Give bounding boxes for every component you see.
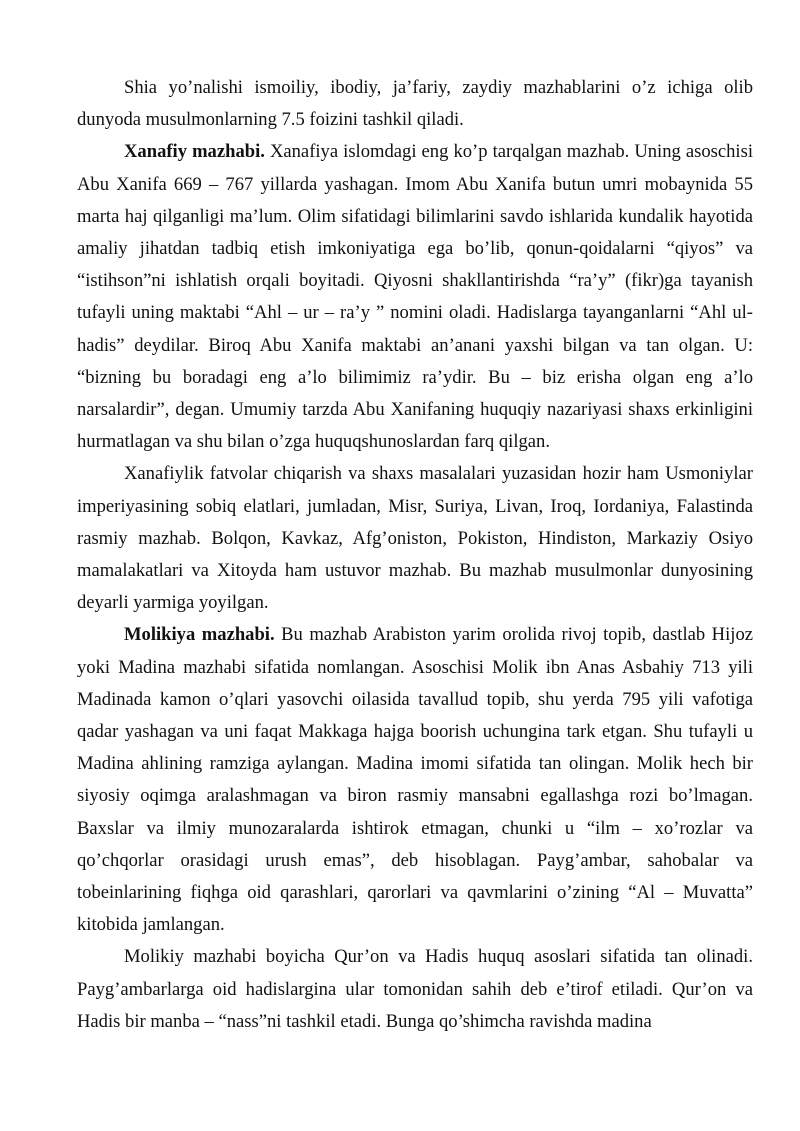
paragraph-text: Xanafiya islomdagi eng ko’p tarqalgan mazhab. Uning asoschisi Abu Xanifa 669 – 767 yillarda yashagan. Imom Abu Xanifa butun umri mobaynida 55 marta haj qilganligi ma’lum. Olim sifatidagi bilimlarini savdo ishlarida kundalik hayotida amaliy jihatdan tadbiq etish imkoniyatiga ega bo’lib, qonun-qoidalarni “qiyos” va “istihson”ni ishlatish orqali boyitadi. Qiyosni shakllantirishda “ra’y” (fikr)ga tayanish tufayli uning maktabi “Ahl – ur – ra’y ” nomini oladi. Hadislarga tayanganlarni “Ahl ul-hadis” deydilar. Biroq Abu Xanifa maktabi an’anani yaxshi bilgan va tan olgan. U: “bizning bu boradagi eng a’lo bilimimiz ra’ydir. Bu – biz erisha olgan eng a’lo narsalardir”, degan. Umumiy tarzda Abu Xanifaning huquqiy nazariyasi shaxs erkinligini hurmatlagan va shu bilan o’zga huquqshunoslardan farq qilgan.	[77, 141, 753, 453]
paragraph-text: Xanafiylik fatvolar chiqarish va shaxs masalalari yuzasidan hozir ham Usmoniylar imperiyasining sobiq elatlari, jumladan, Misr, Suriya, Livan, Iroq, Iordaniya, Falastinda rasmiy mazhab. Bolqon, Kavkaz, Afg’oniston, Pokiston, Hindiston, Markaziy Osiyo mamalakatlari va Xitoyda ham ustuvor mazhab. Bu mazhab musulmonlar dunyosining deyarli yarmiga yoyilgan.	[77, 463, 753, 614]
paragraph-molikiy	[77, 941, 753, 1038]
paragraph-text: Shia yo’nalishi ismoiliy, ibodiy, ja’fariy, zaydiy mazhablarini o’z ichiga olib dunyoda musulmonlarning 7.5 foizini tashkil qiladi.	[77, 77, 753, 131]
paragraph-xanafiy	[77, 136, 753, 458]
paragraph-xanafiylik	[77, 458, 753, 619]
section-heading-molikiya: Molikiya mazhabi.	[124, 624, 275, 646]
paragraph-text: Molikiy mazhabi boyicha Qur’on va Hadis huquq asoslari sifatida tan olinadi. Payg’ambarlarga oid hadislargina ular tomonidan sahih deb e’tirof etiladi. Qur’on va Hadis bir manba – “nass”ni tashkil etadi. Bunga qo’shimcha ravishda madina	[77, 946, 753, 1032]
paragraph-text: Bu mazhab Arabiston yarim orolida rivoj topib, dastlab Hijoz yoki Madina mazhabi sifatida nomlangan. Asoschisi Molik ibn Anas Asbahiy 713 yili Madinada kamon o’qlari yasovchi oilasida tavallud topib, shu yerda 795 yili vafotiga qadar yashagan va uni faqat Makkaga hajga boorish uchungina tark etgan. Shu tufayli u Madina ahlining ramziga aylangan. Madina imomi sifatida tan olingan. Molik hech bir siyosiy oqimga aralashmagan va biron rasmiy mansabni egallashga rozi bo’lmagan. Baxslar va ilmiy munozaralarda ishtirok etmagan, chunki u “ilm – xo’rozlar va qo’chqorlar orasidagi urush emas”, deb hisoblagan. Payg’ambar, sahobalar va tobeinlarining fiqhga oid qarashlari, qarorlari va qavmlarini o’zining “Al – Muvatta” kitobida jamlangan.	[77, 624, 753, 936]
section-heading-xanafiy: Xanafiy mazhabi.	[124, 141, 265, 163]
paragraph-molikiya	[77, 619, 753, 941]
document-page	[77, 72, 753, 1038]
paragraph-shia	[77, 72, 753, 136]
